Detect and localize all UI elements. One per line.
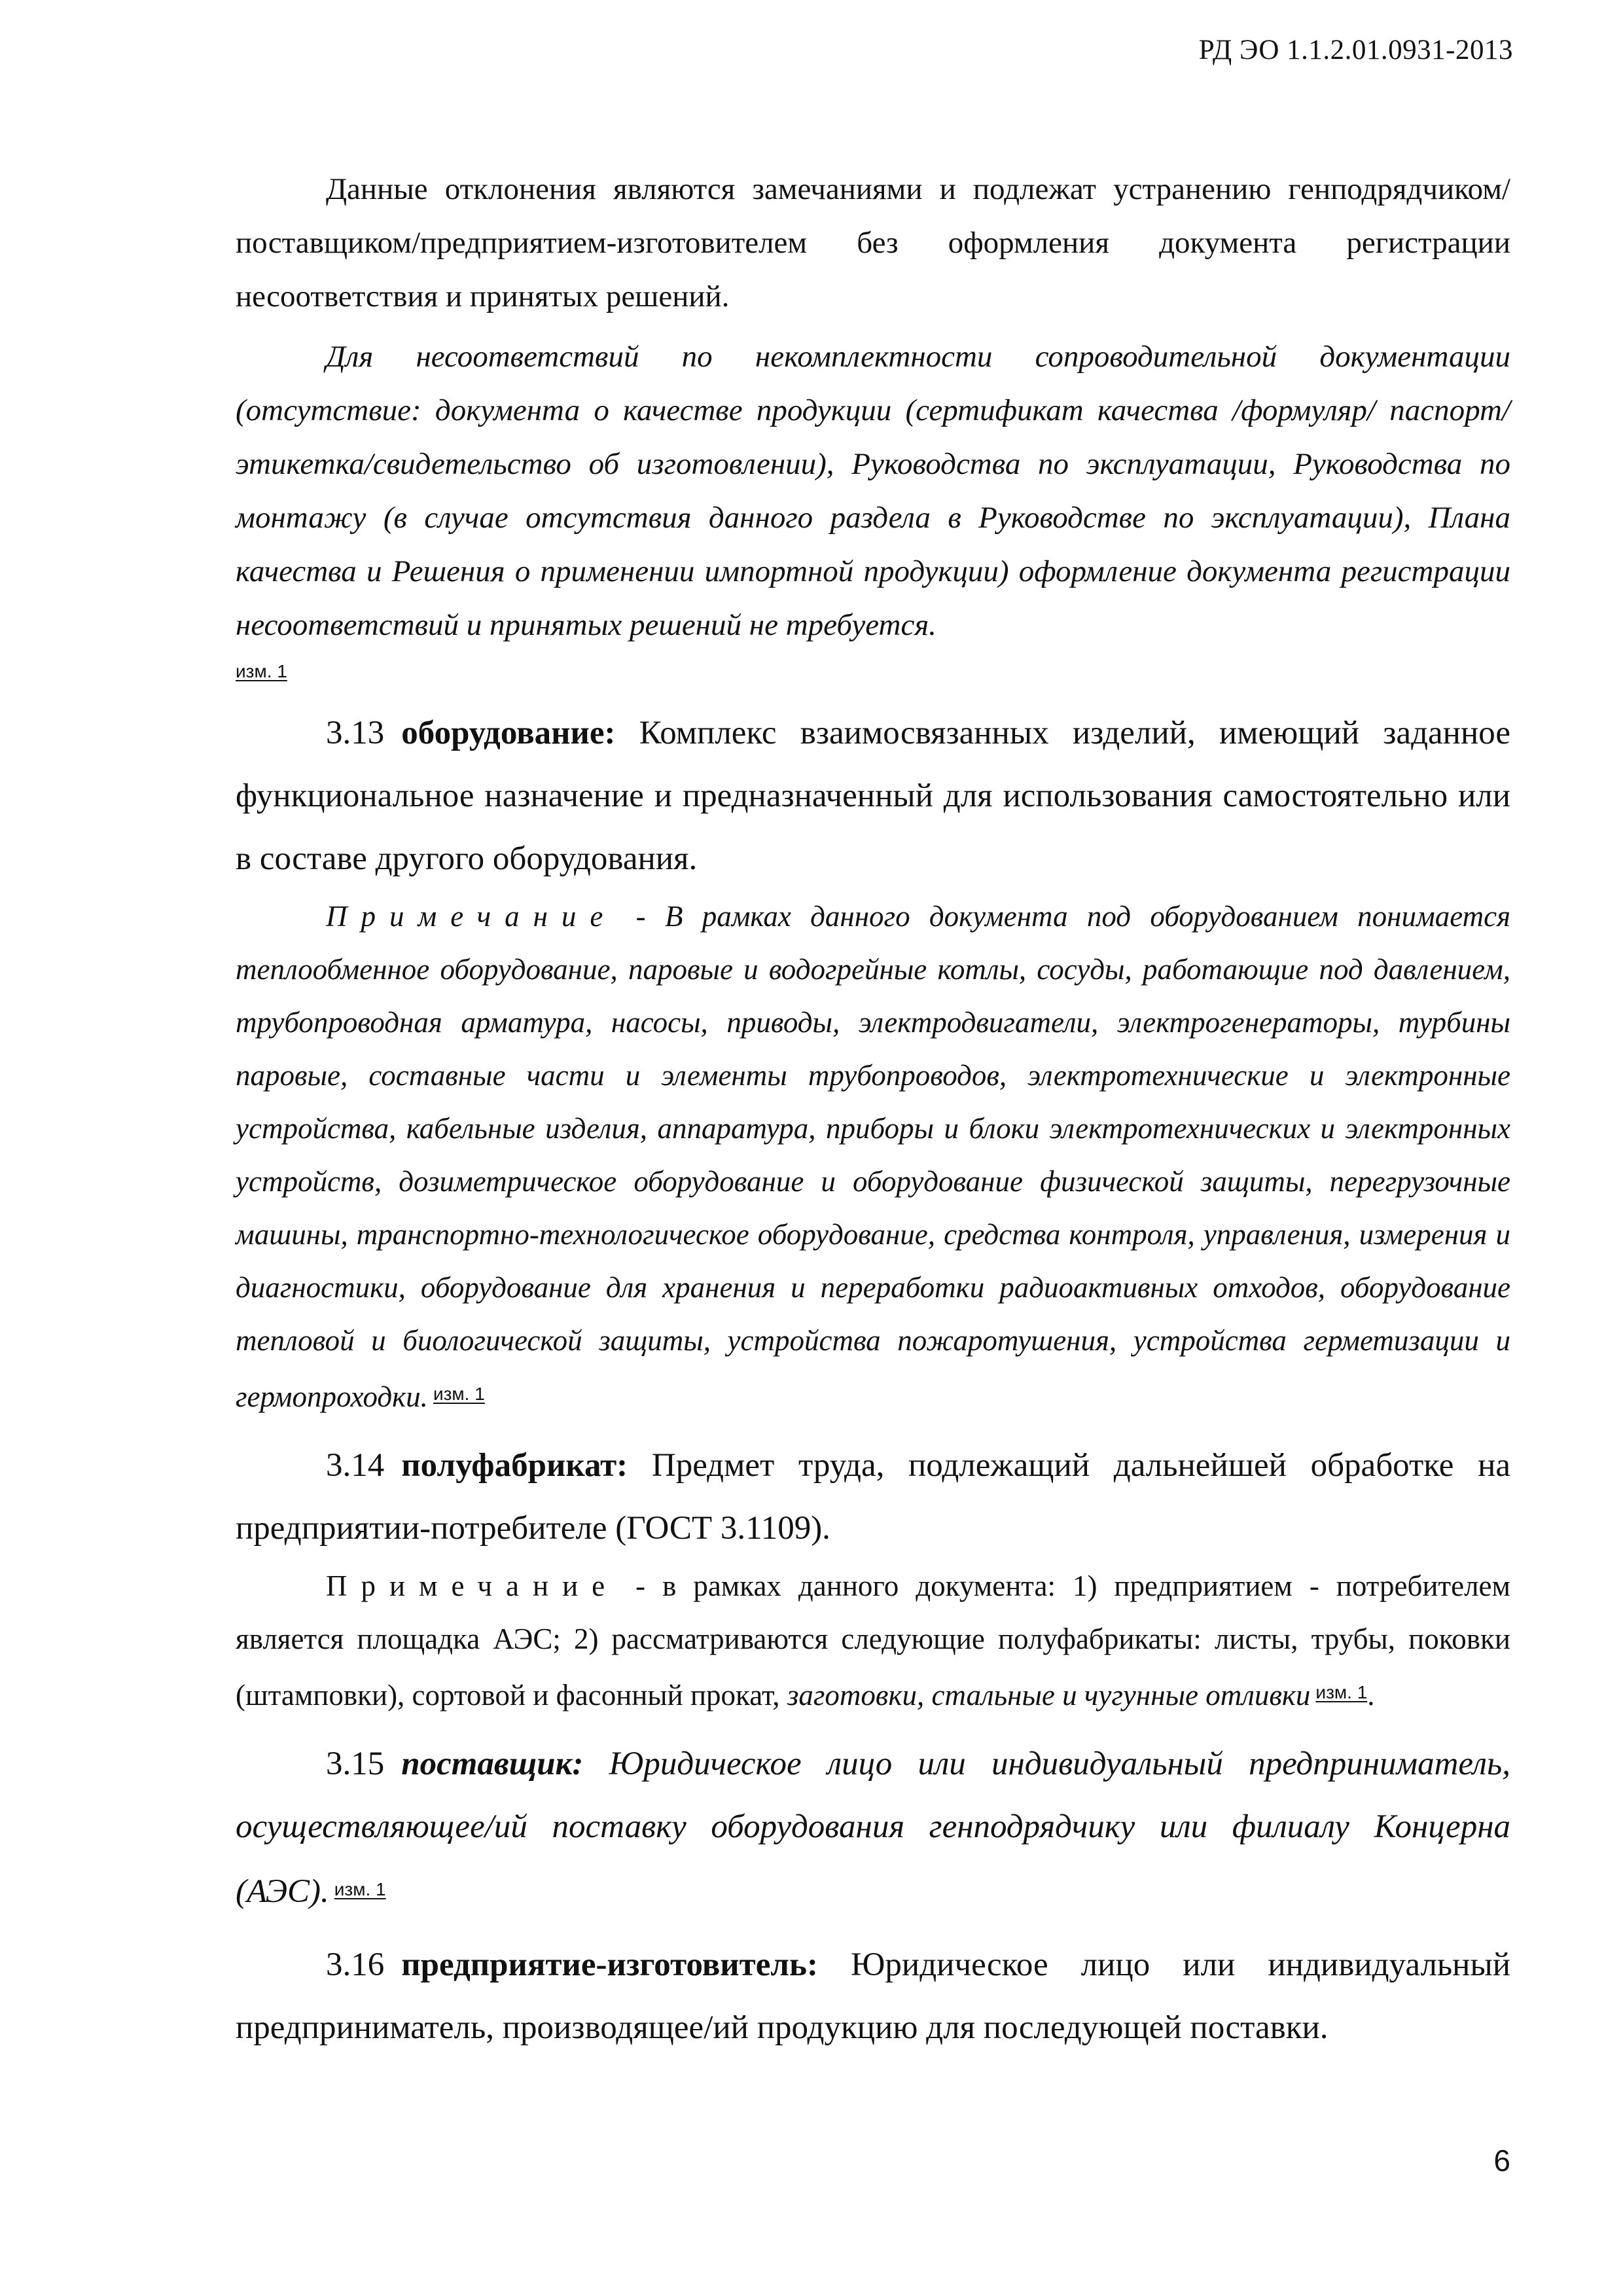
definition-text: Юридическое лицо или индивидуальный предприниматель, осуществляющее/ий поставку оборудования генподрядчику или филиалу Концерна (АЭС).	[236, 1746, 1510, 1910]
clause-number: 3.14	[326, 1447, 385, 1484]
note-text: в рамках данного документа: 1) предприятием - потребителем является площадка АЭС; 2) рассматриваются следующие полуфабрикаты: листы, трубы, поковки (штамповки), сортовой и фасонный прокат,	[236, 1570, 1510, 1712]
paragraph-incompleteness-text: Для несоответствий по некомплектности сопроводительной документации (отсутствие: документа о качестве продукции (сертификат качества /формуляр/ паспорт/этикетка/свидетельство об изготовлении), Руководства по эксплуатации, Руководства по монтажу (в случае отсутствия данного раздела в Руководстве по эксплуатации), Плана качества и Решения о применении импортной продукции) оформление документа регистрации несоответствий и принятых решений не требуется.	[236, 340, 1510, 642]
document-code: РД ЭО 1.1.2.01.0931-2013	[1198, 35, 1513, 65]
paragraph-incompleteness	[236, 330, 1510, 691]
definition-3-16	[236, 1933, 1510, 2059]
paragraph-deviations	[236, 162, 1510, 323]
change-mark: изм. 1	[236, 661, 287, 681]
page-number: 6	[1493, 2144, 1510, 2178]
note-label: Примечание	[326, 1570, 619, 1602]
document-body	[236, 162, 1510, 2059]
definition-text: Предмет труда, подлежащий дальнейшей обработке на предприятии-потребителе (ГОСТ 3.1109).	[236, 1447, 1511, 1547]
term-supplier: поставщик:	[401, 1746, 584, 1782]
change-mark: изм. 1	[334, 1879, 386, 1899]
change-mark: изм. 1	[1315, 1682, 1368, 1702]
definition-3-13	[236, 702, 1510, 890]
clause-number: 3.13	[326, 715, 385, 751]
paragraph-deviations-text: Данные отклонения являются замечаниями и подлежат устранению генподрядчиком/поставщиком/предприятием-изготовителем без оформления документа регистрации несоответствия и принятых решений.	[236, 172, 1510, 314]
clause-number: 3.15	[326, 1746, 385, 1782]
definition-3-15	[236, 1732, 1510, 1923]
term-equipment: оборудование:	[401, 715, 616, 751]
note-end: .	[1367, 1679, 1375, 1712]
note-label: Примечание	[326, 900, 617, 933]
clause-number: 3.16	[326, 1946, 385, 1983]
term-semi-finished-product: полуфабрикат:	[401, 1447, 628, 1484]
note-dash: -	[618, 1570, 663, 1602]
note-dash: -	[616, 900, 665, 933]
note-3-13	[236, 890, 1510, 1424]
definition-text: Комплекс взаимосвязанных изделий, имеющий заданное функциональное назначение и предназначенный для использования самостоятельно или в составе другого оборудования.	[236, 715, 1510, 877]
note-3-14	[236, 1560, 1510, 1722]
term-manufacturer: предприятие-изготовитель:	[401, 1946, 818, 1983]
change-mark: изм. 1	[433, 1384, 485, 1404]
definition-3-14	[236, 1434, 1510, 1560]
definition-text: Юридическое лицо или индивидуальный предприниматель, производящее/ий продукцию для последующей поставки.	[236, 1946, 1511, 2046]
note-text: В рамках данного документа под оборудованием понимается теплообменное оборудование, паровые и водогрейные котлы, сосуды, работающие под давлением, трубопроводная арматура, насосы, приводы, электродвигатели, электрогенераторы, турбины паровые, составные части и элементы трубопроводов, электротехнические и электронные устройства, кабельные изделия, аппаратура, приборы и блоки электротехнических и электронных устройств, дозиметрическое оборудование и оборудование физической защиты, перегрузочные машины, транспортно-технологическое оборудование, средства контроля, управления, измерения и диагностики, оборудование для хранения и переработки радиоактивных отходов, оборудование тепловой и биологической защиты, устройства пожаротушения, устройства герметизации и гермопроходки.	[236, 900, 1510, 1413]
note-text-italic: заготовки, стальные и чугунные отливки	[787, 1679, 1311, 1712]
